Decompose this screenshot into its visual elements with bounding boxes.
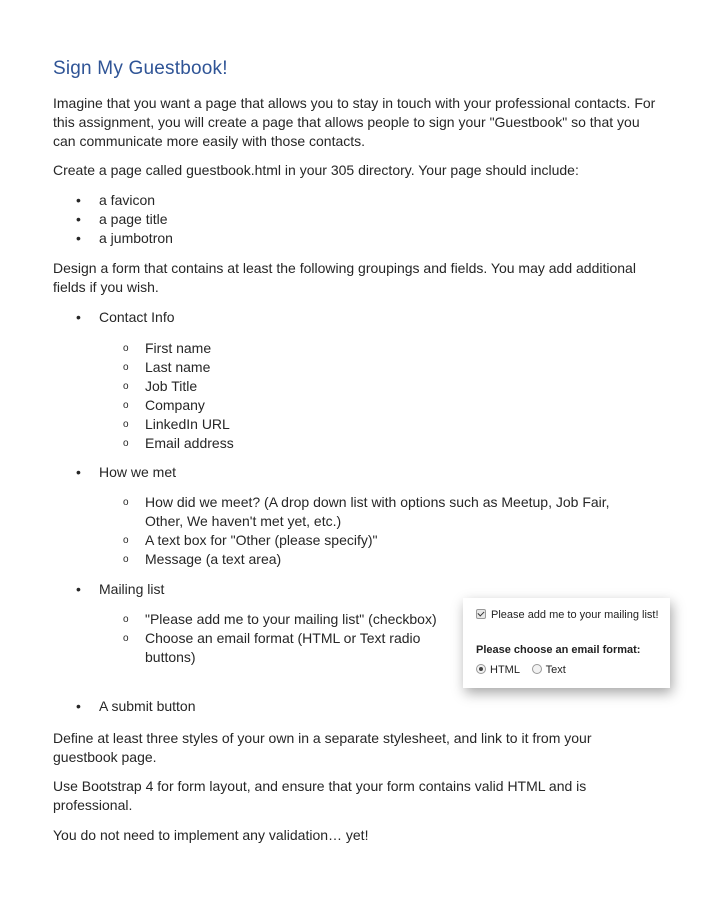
format-radio-row [476,664,566,676]
list-item: o Choose an email format (HTML or Text radio buttons) [53,629,441,667]
contact-group [53,308,673,327]
bootstrap-paragraph: Use Bootstrap 4 for form layout, and ensure that your form contains valid HTML and is professional. [53,778,587,813]
contact-fields-list [53,339,673,453]
list-item: • a jumbotron [53,229,673,248]
format-heading: Please choose an email format: [476,644,641,656]
mailing-list-screenshot [463,598,670,688]
radio-selected-icon [476,664,486,674]
list-item: • a page title [53,210,673,229]
list-item: o How did we meet? (A drop down list with options such as Meetup, Job Fair, Other, We haven't met yet, etc.) [53,493,643,531]
radio-unselected-icon [532,664,542,674]
list-item: o A text box for "Other (please specify)" [53,531,643,550]
list-item: o Company [53,396,673,415]
mailing-fields-list [53,610,441,667]
radio-text-label: Text [545,664,566,676]
mailing-group [53,580,673,599]
submit-group [53,697,673,716]
checkbox-label: Please add me to your mailing list! [491,609,659,621]
list-item: o Email address [53,434,673,453]
validation-paragraph: You do not need to implement any validation… yet! [53,827,369,843]
met-group [53,463,673,482]
radio-html-label: HTML [490,664,520,676]
design-form-paragraph: Design a form that contains at least the following groupings and fields. You may add additional fields if you wish. [53,260,636,295]
create-page-paragraph: Create a page called guestbook.html in your 305 directory. Your page should include: [53,162,579,178]
list-item: • a favicon [53,191,673,210]
group-label-met: • How we met [53,463,673,482]
group-label-mailing: • Mailing list [53,580,673,599]
list-item: o Job Title [53,377,673,396]
group-label-submit: • A submit button [53,697,673,716]
mailing-checkbox-row [476,609,659,621]
list-item: o LinkedIn URL [53,415,673,434]
checkbox-checked-icon [476,609,486,619]
intro-paragraph: Imagine that you want a page that allows you to stay in touch with your professional contacts. For this assignment, you will create a page that allows people to sign your "Guestbook" so that you can communicate more easily with those contacts. [53,95,656,149]
page-title: Sign My Guestbook! [53,58,228,79]
group-label-contact: • Contact Info [53,308,673,327]
list-item: o Last name [53,358,673,377]
met-fields-list [53,493,643,569]
list-item: o Message (a text area) [53,550,643,569]
styles-paragraph: Define at least three styles of your own in a separate stylesheet, and link to it from your guestbook page. [53,730,592,765]
list-item: o First name [53,339,673,358]
list-item: o "Please add me to your mailing list" (checkbox) [53,610,441,629]
include-list [53,191,673,248]
